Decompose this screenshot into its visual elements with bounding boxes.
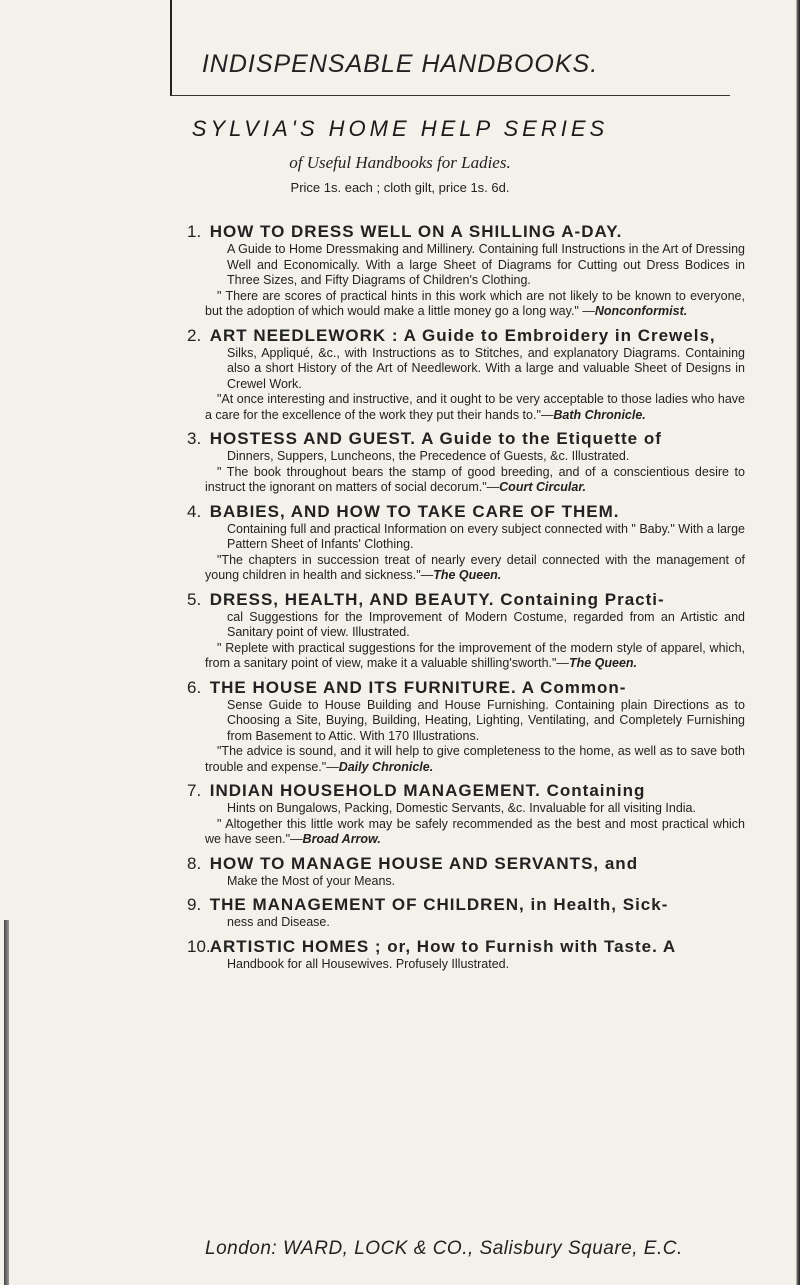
entry-review-quote: [205, 289, 745, 320]
entry-description: Hints on Bungalows, Packing, Domestic Servants, &c. Invaluable for all visiting India.: [227, 801, 696, 815]
entry-number: 6.: [187, 677, 202, 697]
quote-text: " The book throughout bears the stamp of good breeding, and of a conscientious desire to instruct the ignorant on matters of social decorum."—: [205, 464, 745, 494]
entry-heading: [187, 326, 745, 346]
quote-source: Court Circular.: [499, 480, 586, 494]
quote-text: " There are scores of practical hints in this work which are not likely to be known to everyone, but the adoption of which would make a little money go a long way." —: [205, 288, 745, 318]
entry-number: 3.: [187, 429, 202, 448]
quote-text: "The advice is sound, and it will help to give completeness to the home, as well as to save both trouble and expense."—: [205, 744, 745, 774]
handbook-entry: [187, 429, 745, 496]
entry-title: ARTISTIC HOMES ; or, How to Furnish with Taste. A: [209, 936, 677, 956]
quote-source: The Queen.: [568, 656, 638, 670]
entry-number: 5.: [187, 589, 202, 609]
entry-heading: [187, 854, 745, 874]
handbook-entry: [187, 222, 745, 320]
entry-description: Sense Guide to House Building and House Furnishing. Containing plain Directions as to Choosing a Site, Buying, Building, Heating, Lighting, Ventilating, and Completely Furnishing from Basement to Attic. With 170 Illustrations.: [227, 697, 745, 743]
entry-description: Dinners, Suppers, Luncheons, the Precedence of Guests, &c. Illustrated.: [227, 449, 630, 463]
entry-description: Handbook for all Housewives. Profusely Illustrated.: [227, 956, 510, 971]
entry-number: 4.: [187, 501, 202, 521]
entry-title: BABIES, AND HOW TO TAKE CARE OF THEM.: [209, 501, 620, 521]
entry-description: Make the Most of your Means.: [227, 873, 396, 888]
publisher-imprint: London: WARD, LOCK & CO., Salisbury Square, E.C.: [205, 1238, 683, 1259]
entry-review-quote: [205, 465, 745, 496]
quote-text: "The chapters in succession treat of nearly every detail connected with the management of young children in health and sickness."—: [205, 552, 745, 582]
entry-title: ART NEEDLEWORK : A Guide to Embroidery in Crewels,: [209, 325, 716, 345]
series-subtitle: of Useful Handbooks for Ladies.: [289, 153, 511, 172]
entry-number: 9.: [187, 895, 202, 914]
entry-heading: [187, 429, 745, 449]
entry-heading: [187, 502, 745, 522]
left-border-rule: [170, 0, 172, 95]
entry-title: INDIAN HOUSEHOLD MANAGEMENT. Containing: [209, 781, 646, 800]
entry-review-quote: [205, 744, 745, 775]
running-head: INDISPENSABLE HANDBOOKS.: [201, 50, 599, 78]
entry-heading: [187, 590, 745, 610]
quote-source: Daily Chronicle.: [338, 759, 434, 774]
entry-description: cal Suggestions for the Improvement of Modern Costume, regarded from an Artistic and Sanitary point of view. Illustrated.: [227, 609, 745, 639]
entry-title: HOSTESS AND GUEST. A Guide to the Etiquette of: [209, 429, 662, 448]
handbook-entry: [187, 781, 745, 848]
entry-number: 8.: [187, 853, 202, 873]
quote-source: The Queen.: [433, 568, 502, 582]
quote-source: Bath Chronicle.: [553, 407, 646, 422]
entry-title: HOW TO MANAGE HOUSE AND SERVANTS, and: [209, 853, 639, 873]
entry-description: Containing full and practical Information on every subject connected with " Baby." With a large Pattern Sheet of Infants' Clothing.: [227, 521, 745, 551]
entry-number: 7.: [187, 781, 202, 800]
handbook-entry: [187, 677, 745, 776]
handbook-entry: [187, 895, 745, 931]
entry-description: A Guide to Home Dressmaking and Millinery. Containing full Instructions in the Art of Dressing Well and Economically. With a large Sheet of Diagrams for Cutting out Dress Bodices in Three Sizes, and Fifty Diagrams of Children's Clothing.: [227, 242, 745, 287]
quote-source: Broad Arrow.: [302, 832, 381, 846]
quote-source: Nonconformist.: [594, 304, 688, 318]
handbook-entry: [187, 325, 745, 424]
entry-review-quote: [205, 392, 745, 423]
entry-review-quote: [205, 553, 745, 584]
entry-review-quote: [205, 817, 745, 848]
entry-heading: [187, 222, 745, 242]
entry-heading: [187, 781, 745, 801]
quote-text: " Replete with practical suggestions for the improvement of the modern style of apparel, which, from a sanitary point of view, make it a valuable shilling'sworth."—: [205, 640, 745, 670]
series-title: SYLVIA'S HOME HELP SERIES: [191, 116, 609, 141]
entry-title: HOW TO DRESS WELL ON A SHILLING A-DAY.: [209, 222, 623, 241]
price-line: Price 1s. each ; cloth gilt, price 1s. 6d.: [290, 180, 510, 195]
entry-description: ness and Disease.: [227, 915, 330, 929]
quote-text: "At once interesting and instructive, and it ought to be very acceptable to those ladies who have a care for the excellence of the work they put their hands to."—: [205, 392, 745, 422]
entry-review-quote: [205, 641, 745, 672]
entry-heading: [187, 678, 745, 698]
quote-text: " Altogether this little work may be safely recommended as the best and most practical which we have seen."—: [205, 816, 745, 846]
entry-title: THE HOUSE AND ITS FURNITURE. A Common-: [209, 677, 627, 697]
entry-heading: [187, 895, 745, 915]
entry-number: 2.: [187, 325, 202, 345]
entry-description: Silks, Appliqué, &c., with Instructions as to Stitches, and explanatory Diagrams. Containing also a short History of the Art of Needlework. With a large and valuable Sheet of Designs in Crewel Work.: [227, 345, 745, 391]
handbook-list: [187, 222, 745, 978]
entry-heading: [187, 937, 745, 957]
entry-number: 10.: [187, 936, 211, 956]
handbook-entry: [187, 936, 745, 973]
left-page-edge: [4, 920, 9, 1285]
entry-title: DRESS, HEALTH, AND BEAUTY. Containing Practi-: [209, 589, 665, 609]
header-rule: [170, 95, 730, 96]
handbook-entry: [187, 501, 745, 584]
entry-title: THE MANAGEMENT OF CHILDREN, in Health, Sick-: [209, 895, 669, 914]
entry-number: 1.: [187, 222, 202, 241]
handbook-entry: [187, 853, 745, 890]
handbook-entry: [187, 589, 745, 672]
